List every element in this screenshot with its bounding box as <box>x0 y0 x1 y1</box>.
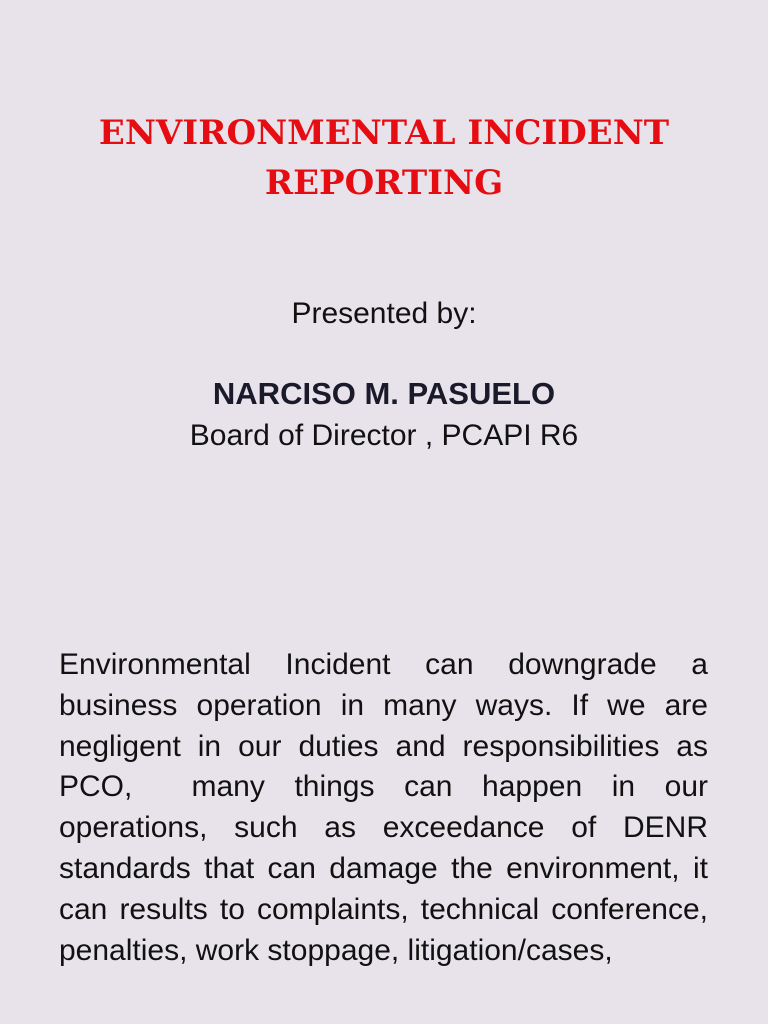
title-line-1: ENVIRONMENTAL INCIDENT <box>98 113 670 153</box>
body-paragraph: Environmental Incident can downgrade a business operation in many ways. If we are negligent in our duties and responsibilities as PCO, many things can happen in our operations, such as exceedance of DENR standards that can damage the environment, it can results to complaints, technical conference, penalties, work stoppage, litigation/cases, <box>59 648 717 967</box>
presented-by-label: Presented by: <box>291 297 477 330</box>
slide-title <box>0 108 768 208</box>
title-line-2: REPORTING <box>264 163 504 203</box>
presenter-name: NARCISO M. PASUELO <box>212 376 556 411</box>
presenter-role: Board of Director , PCAPI R6 <box>189 419 579 452</box>
